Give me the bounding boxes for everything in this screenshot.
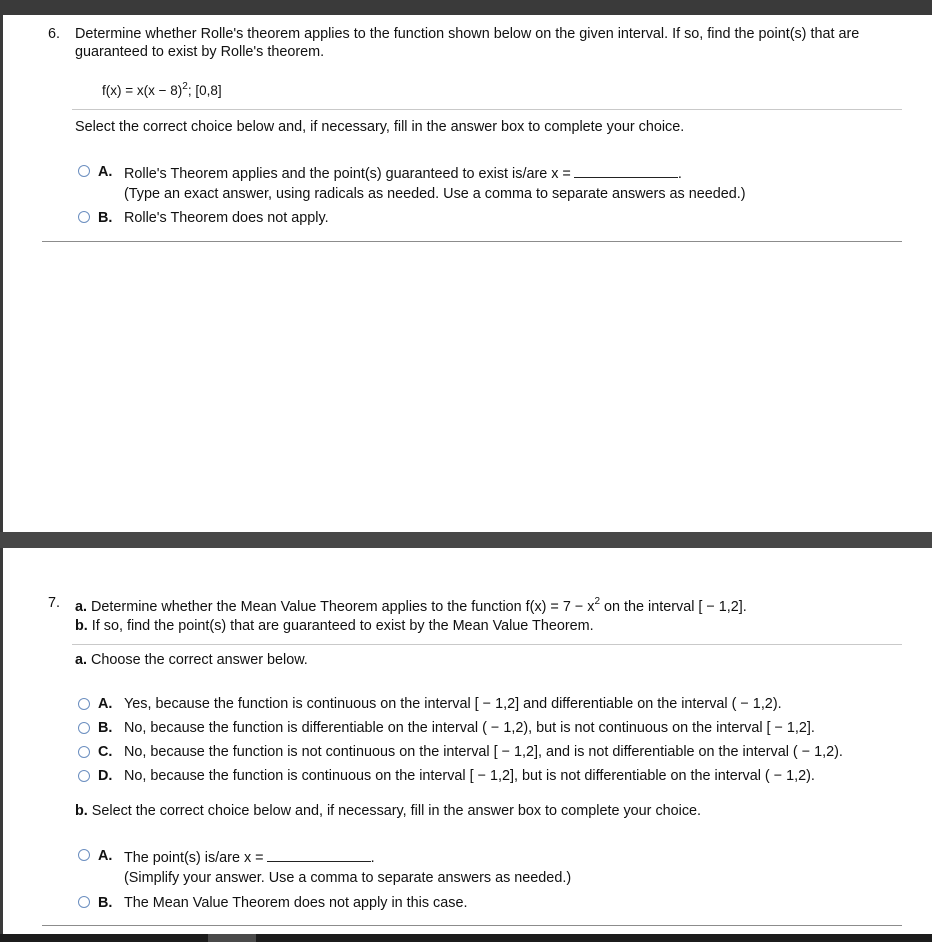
instruction: Select the correct choice below and, if necessary, fill in the answer box to complete your choice. xyxy=(75,119,685,135)
a-option-b-letter: B. xyxy=(98,720,113,736)
question-number: 6. xyxy=(48,26,61,42)
bottom-bar xyxy=(0,934,932,942)
b-option-a-note: (Simplify your answer. Use a comma to separate answers as needed.) xyxy=(124,870,572,886)
b-option-a-letter: A. xyxy=(98,848,113,864)
radio-option-b[interactable] xyxy=(78,211,90,223)
b-option-b-text: The Mean Value Theorem does not apply in this case. xyxy=(124,895,468,911)
function-expression: $f(x) = x(x - 8)^2$; [0,8] xyxy=(102,80,222,98)
question-prompt-line1: Determine whether Rolle's theorem applies to the function shown below on the given interval. If so, find the point(s) that are xyxy=(75,26,860,42)
radio-option-a[interactable] xyxy=(78,165,90,177)
question-7-panel xyxy=(3,548,932,934)
question-6-panel xyxy=(3,15,932,532)
answer-input-b[interactable] xyxy=(267,848,371,862)
question-number: 7. xyxy=(48,595,61,611)
option-b-letter: B. xyxy=(98,210,113,226)
a-option-c-letter: C. xyxy=(98,744,113,760)
part-b-instruction: b. Select the correct choice below and, if necessary, fill in the answer box to complete your choice. xyxy=(75,803,702,819)
divider xyxy=(42,925,902,926)
part-b-prompt: b. If so, find the point(s) that are guaranteed to exist by the Mean Value Theorem. xyxy=(75,618,594,634)
divider xyxy=(42,241,902,242)
option-a-note: (Type an exact answer, using radicals as needed. Use a comma to separate answers as needed.) xyxy=(124,186,746,202)
radio-a-option-a[interactable] xyxy=(78,698,90,710)
radio-a-option-b[interactable] xyxy=(78,722,90,734)
radio-b-option-a[interactable] xyxy=(78,849,90,861)
a-option-b-text: No, because the function is differentiable on the interval ( − 1,2), but is not continuous on the interval [ − 1,2]. xyxy=(124,720,815,736)
part-a-instruction: a. Choose the correct answer below. xyxy=(75,652,308,668)
a-option-d-text: No, because the function is continuous on the interval [ − 1,2], but is not differentiable on the interval ( − 1,2). xyxy=(124,768,815,784)
divider xyxy=(72,644,902,645)
a-option-d-letter: D. xyxy=(98,768,113,784)
option-a-letter: A. xyxy=(98,164,113,180)
b-option-b-letter: B. xyxy=(98,895,113,911)
option-a-text: Rolle's Theorem applies and the point(s) guaranteed to exist is/are x = . xyxy=(124,166,682,182)
a-option-a-letter: A. xyxy=(98,696,113,712)
radio-b-option-b[interactable] xyxy=(78,896,90,908)
panel-gap xyxy=(0,532,932,548)
radio-a-option-c[interactable] xyxy=(78,746,90,758)
option-b-text: Rolle's Theorem does not apply. xyxy=(124,210,329,226)
top-bar xyxy=(0,0,932,15)
radio-a-option-d[interactable] xyxy=(78,770,90,782)
a-option-a-text: Yes, because the function is continuous on the interval [ − 1,2] and differentiable on the interval ( − 1,2). xyxy=(124,696,782,712)
part-a-prompt: a. Determine whether the Mean Value Theorem applies to the function $f(x) = 7 - x^2$ on the interval [ − 1,2]. xyxy=(75,596,747,615)
answer-input-a[interactable] xyxy=(574,164,678,178)
question-prompt-line2: guaranteed to exist by Rolle's theorem. xyxy=(75,44,325,60)
a-option-c-text: No, because the function is not continuous on the interval [ − 1,2], and is not differentiable on the interval ( − 1,2). xyxy=(124,744,843,760)
divider xyxy=(72,109,902,110)
bottom-tab xyxy=(208,934,256,942)
b-option-a-text: The point(s) is/are x = . xyxy=(124,850,375,866)
